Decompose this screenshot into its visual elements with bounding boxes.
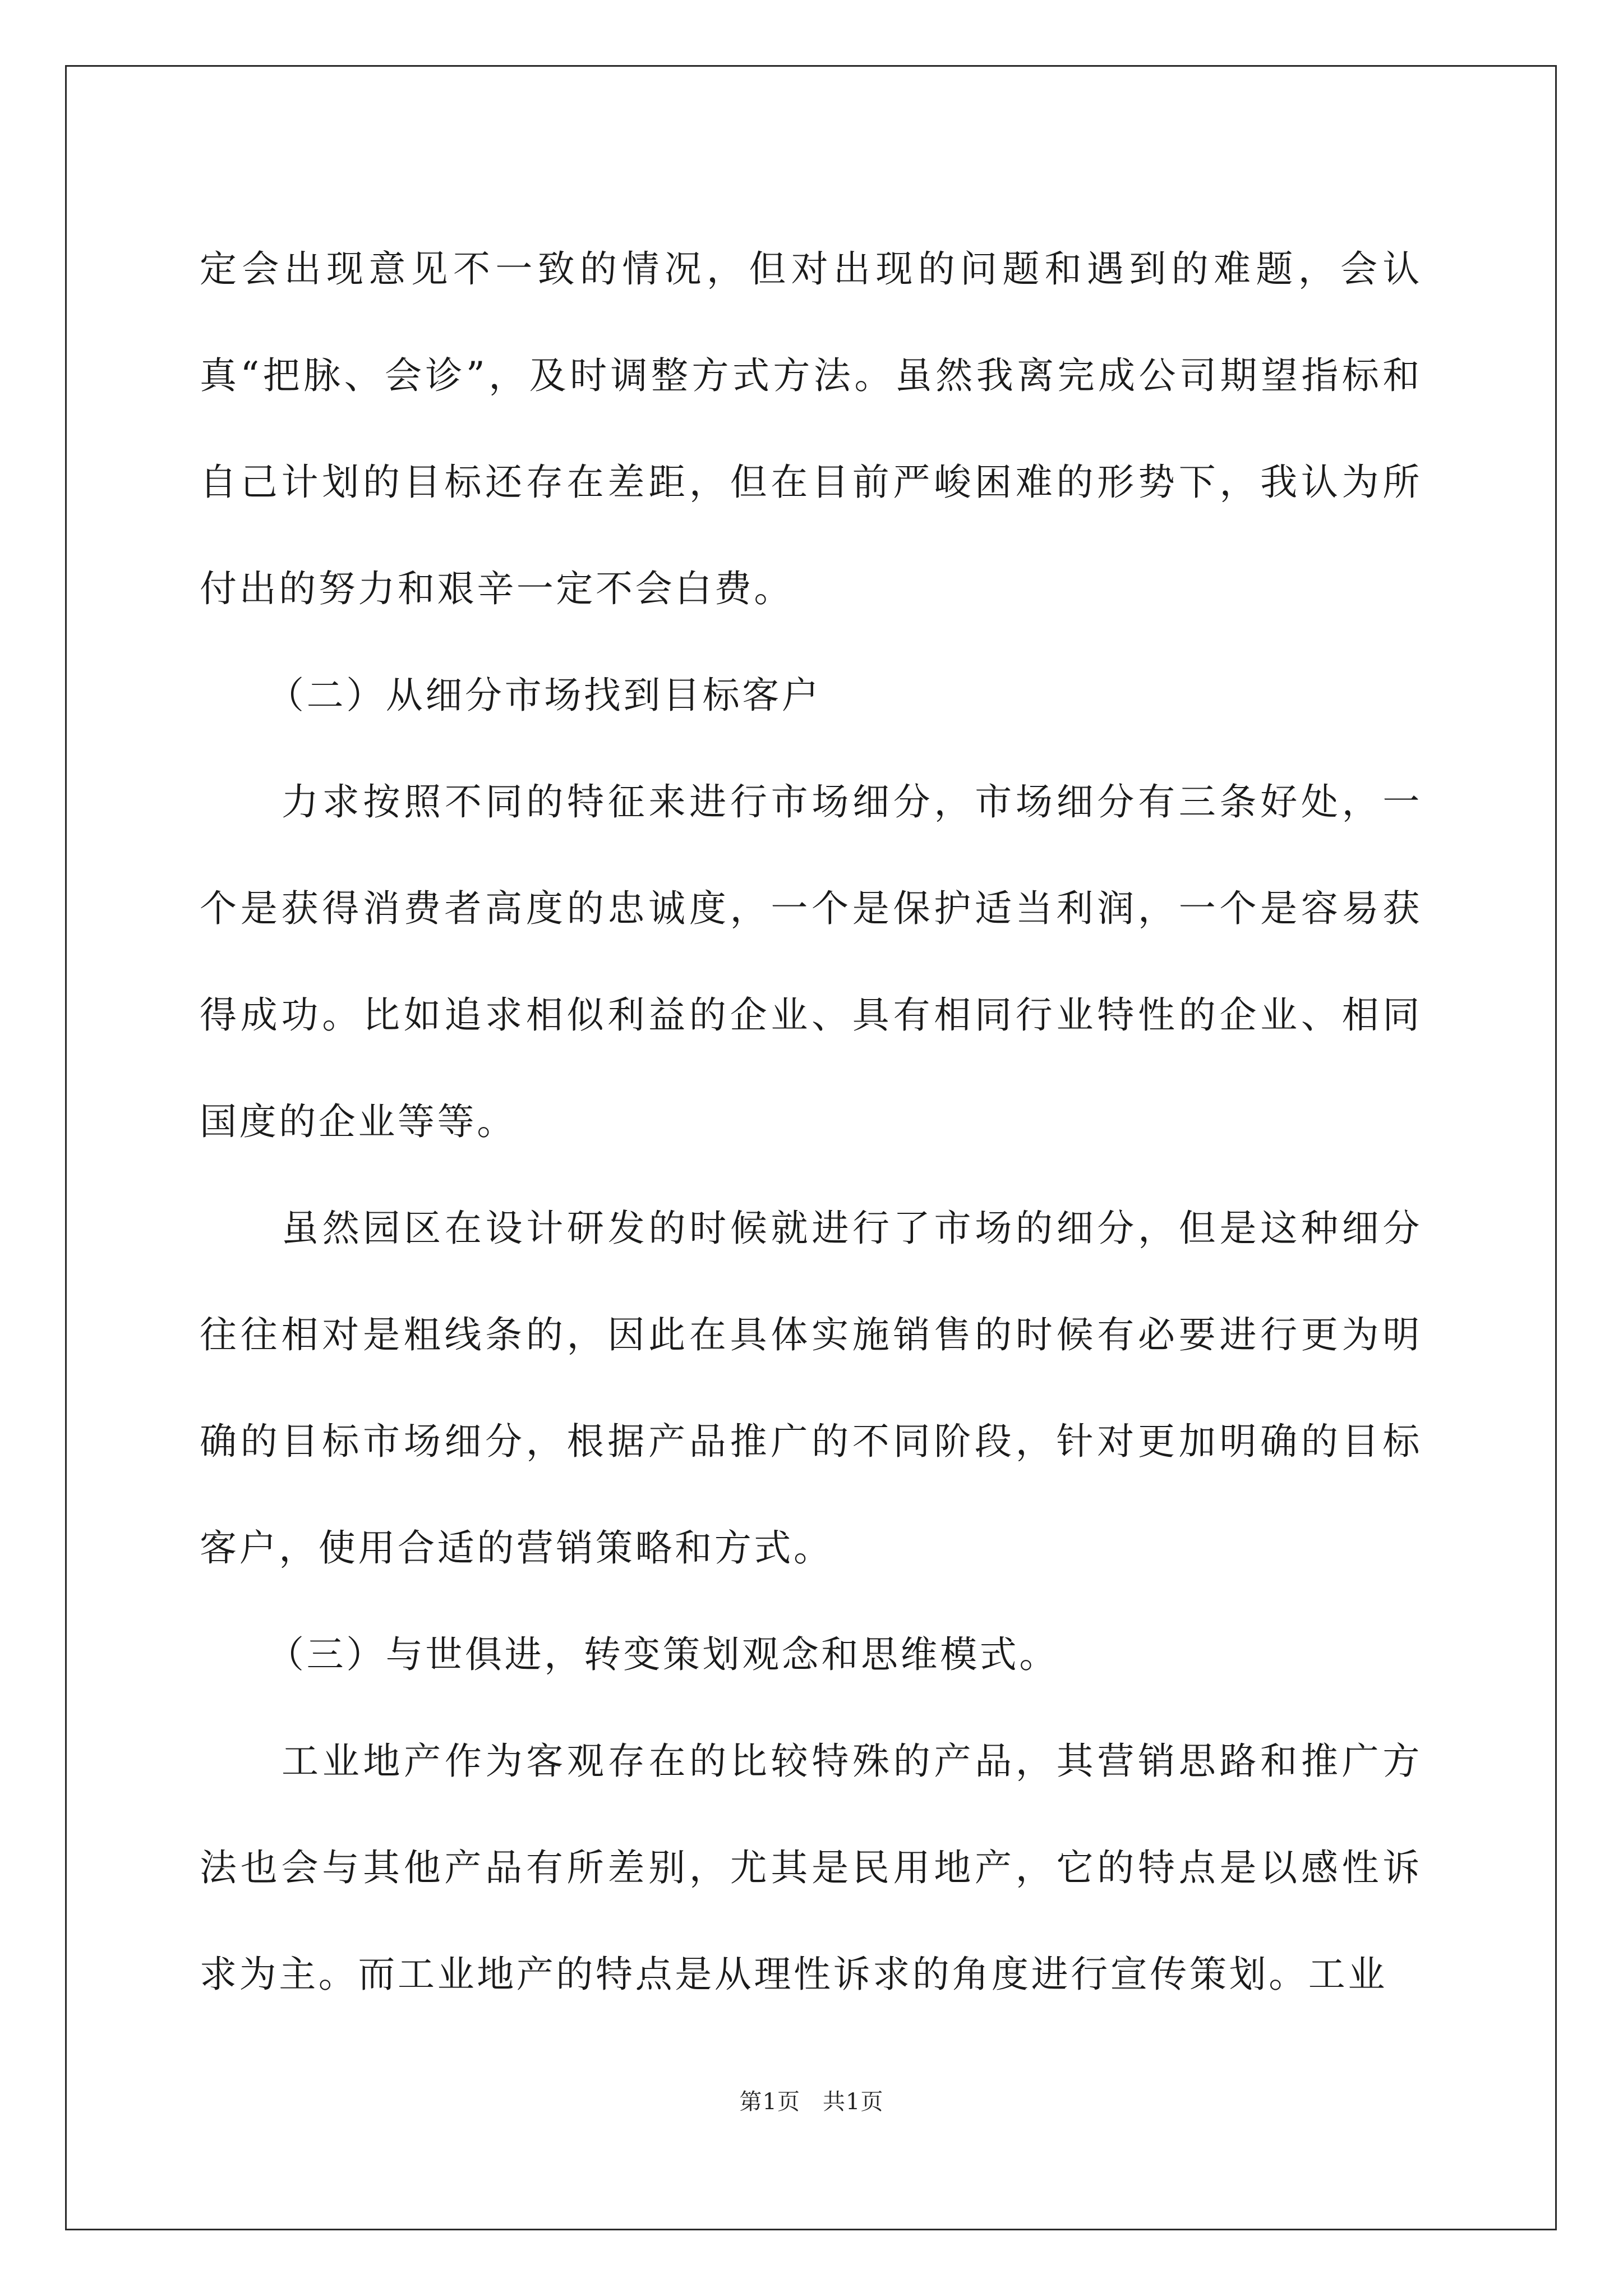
- page-total: 共1页: [823, 2089, 884, 2115]
- paragraph-continuation: 定会出现意见不一致的情况，但对出现的问题和遇到的难题，会认真“把脉、会诊”，及时调整方式方法。虽然我离完成公司期望指标和自己计划的目标还存在差距，但在目前严峻困难的形势下，我认为所付出的努力和艰辛一定不会白费。: [200, 247, 1422, 610]
- section-heading-2: （二）从细分市场找到目标客户: [267, 674, 822, 717]
- paragraph-market-segmentation: 力求按照不同的特征来进行市场细分，市场细分有三条好处，一个是获得消费者高度的忠诚度，一个是保护适当利润，一个是容易获得成功。比如追求相似利益的企业、具有相同行业特性的企业、相同国度的企业等等。: [200, 780, 1422, 1143]
- paragraph-industrial-property: 工业地产作为客观存在的比较特殊的产品，其营销思路和推广方法也会与其他产品有所差别，尤其是民用地产，它的特点是以感性诉求为主。而工业地产的特点是从理性诉求的角度进行宣传策划。工业: [200, 1740, 1422, 1996]
- page-number: 第1页: [739, 2089, 800, 2115]
- section-heading-3: （三）与世俱进，转变策划观念和思维模式。: [267, 1633, 1059, 1676]
- page-footer: [0, 2084, 1623, 2116]
- document-body: [200, 216, 1422, 2028]
- paragraph-park-segmentation: 虽然园区在设计研发的时候就进行了市场的细分，但是这种细分往往相对是粗线条的，因此在具体实施销售的时候有必要进行更为明确的目标市场细分，根据产品推广的不同阶段，针对更加明确的目标客户，使用合适的营销策略和方式。: [200, 1207, 1422, 1570]
